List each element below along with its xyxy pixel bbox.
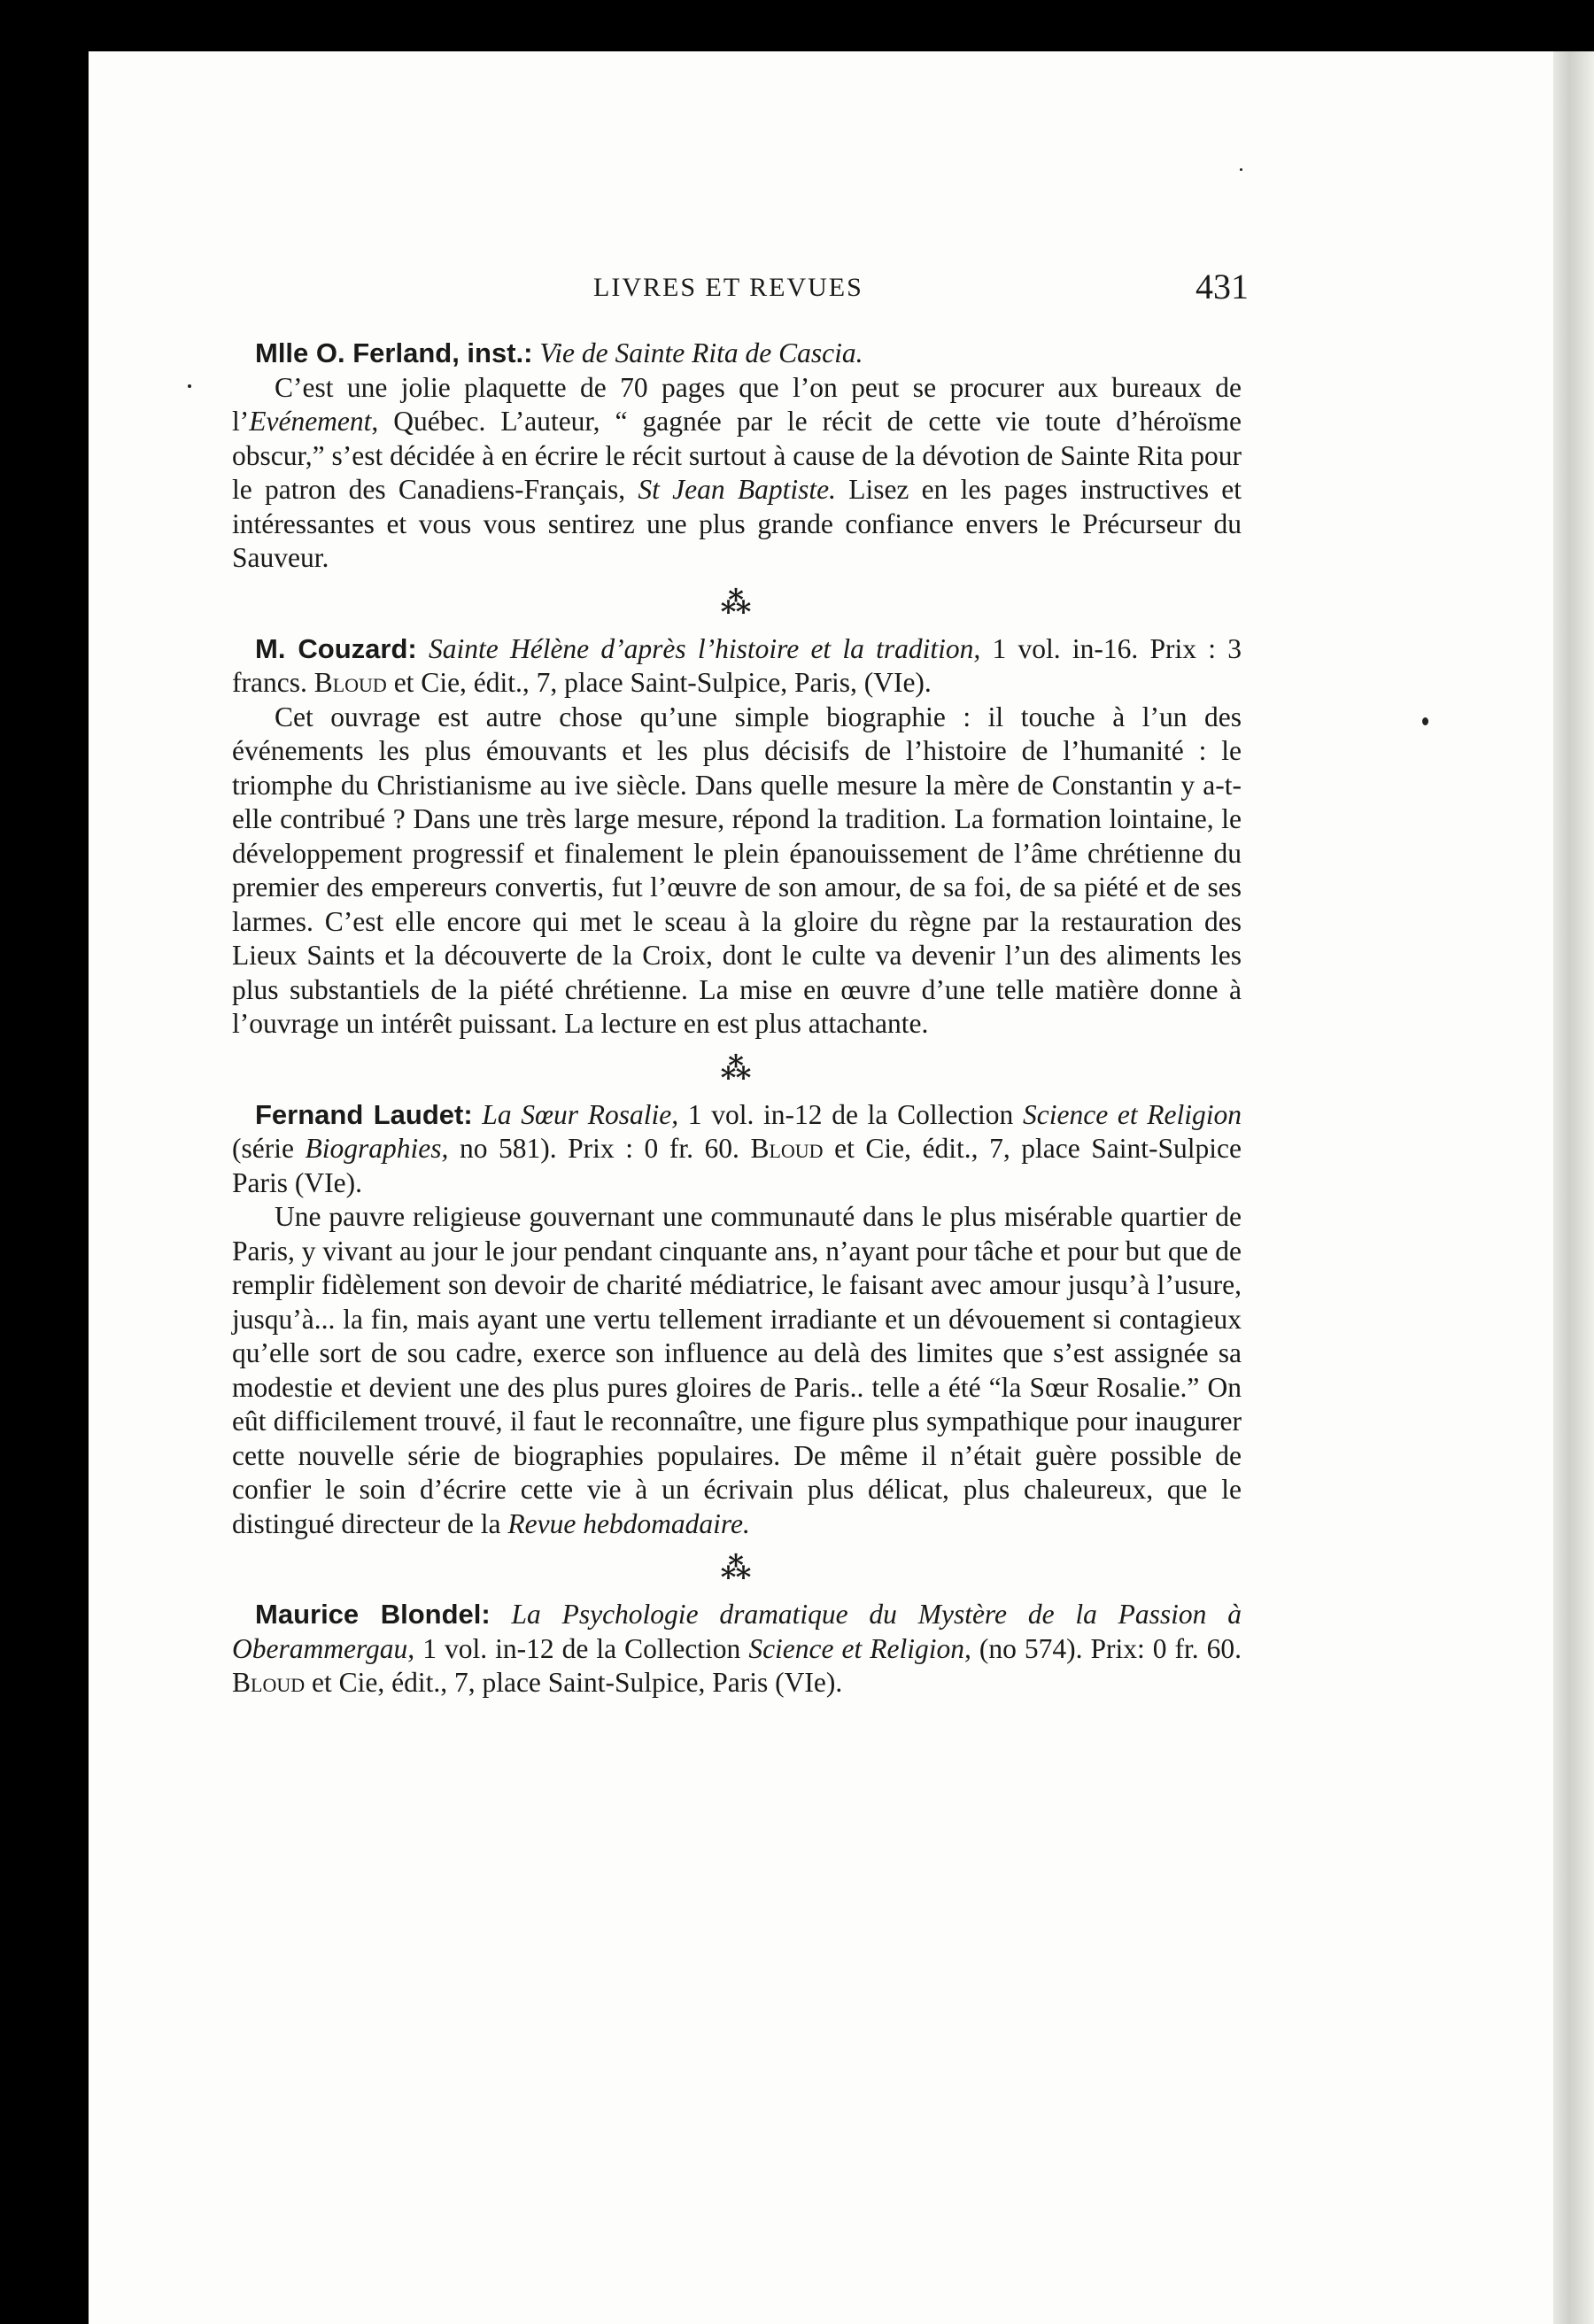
entry-heading: Fernand Laudet: La Sœur Rosalie, 1 vol. in-12 de la Collection Science et Religion (série Biographies, no 581). Prix : 0 fr. 60. Bloud et Cie, édit., 7, place Saint-Sulpice Paris (VIe).	[232, 1098, 1242, 1198]
page-header	[593, 266, 1249, 319]
section-separator: ⁂	[720, 1553, 754, 1585]
review-entry-laudet	[232, 1098, 1242, 1542]
section-separator: ⁂	[720, 586, 754, 620]
entry-author: Fernand Laudet:	[255, 1098, 473, 1130]
page-edge	[1553, 51, 1594, 2324]
collection-name: Science et Religion	[1023, 1098, 1242, 1130]
entry-author: Mlle O. Ferland, inst.:	[255, 337, 533, 368]
publisher-name: Bloud	[313, 667, 387, 698]
print-speck	[188, 384, 191, 388]
entry-body: Une pauvre religieuse gouvernant une communauté dans le plus misérable quartier de Paris, y vivant au jour le jour pendant cinquante ans, n’ayant pour tâche et pour but que de remplir fidèlement son devoir de charité médiatrice, le faisant avec amour jusqu’à l’usure, jusqu’à... la fin, mais ayant une vertu tellement irradiante et un dévouement si contagieux qu’elle sort de sou cadre, exerce son influence au delà des limites que s’est assignée sa modestie et devient une des plus pures gloires de Paris.. telle a été “la Sœur Rosalie.” On eût difficilement trouvé, il faut le reconnaître, une figure plus sympathique pour inaugurer cette nouvelle série de biographies populaires. De même il n’était guère possible de confier le soin d’écrire cette vie à un écrivain plus délicat, plus chaleureux, que le distingué directeur de la Revue hebdomadaire.	[232, 1201, 1242, 1539]
entry-heading: Maurice Blondel: La Psychologie dramatique du Mystère de la Passion à Oberammergau, 1 vol. in-12 de la Collection Science et Religion, (no 574). Prix: 0 fr. 60. Bloud et Cie, édit., 7, place Saint-Sulpice, Paris (VIe).	[232, 1599, 1242, 1698]
entry-title: La Sœur Rosalie,	[482, 1098, 679, 1130]
publisher-name: Bloud	[750, 1133, 824, 1164]
review-entry-blondel	[232, 1598, 1242, 1700]
review-entry-ferland	[232, 337, 1242, 576]
print-speck	[1240, 168, 1242, 171]
series-name: Biographies,	[305, 1133, 449, 1164]
entry-heading: M. Couzard: Sainte Hélène d’après l’histoire et la tradition, 1 vol. in-16. Prix : 3 francs. Bloud et Cie, édit., 7, place Saint-Sulpice, Paris, (VIe).	[232, 632, 1242, 698]
page-number: 431	[1196, 267, 1249, 306]
entry-body: C’est une jolie plaquette de 70 pages que l’on peut se procurer aux bureaux de l’Evénement, Québec. L’auteur, “ gagnée par le récit de cette vie toute d’héroïsme obscur,” s’est décidée à en écrire le récit surtout à cause de la dévotion de Sainte Rita pour le patron des Canadiens-Français, St Jean Baptiste. Lisez en les pages instructives et intéressantes et vous vous sentirez une plus grande confiance envers le Précurseur du Sauveur.	[232, 371, 1242, 573]
section-separator: ⁂	[720, 1052, 754, 1086]
review-entry-couzard	[232, 632, 1242, 1042]
print-speck	[1422, 717, 1428, 725]
review-column	[232, 337, 1242, 1700]
entry-body: Cet ouvrage est autre chose qu’une simple biographie : il touche à l’un des événements les plus émouvants et les plus décisifs de l’histoire de l’humanité : le triomphe du Christianisme au ive siècle. Dans quelle mesure la mère de Constantin y a-t-elle contribué ? Dans une très large mesure, répond la tradition. La formation lointaine, le développement progressif et finalement le plein épanouissement de l’âme chrétienne du premier des empereurs convertis, fut l’œuvre de son amour, de sa foi, de sa piété et de ses larmes. C’est elle encore qui met le sceau à la gloire du règne par la restauration des Lieux Saints et la découverte de la Croix, dont le culte va devenir l’un des aliments les plus substantiels de la piété chrétienne. La mise en œuvre d’une telle matière donne à l’ouvrage un intérêt puissant. La lecture en est plus attachante.	[232, 701, 1242, 1039]
entry-author: M. Couzard:	[255, 632, 417, 664]
entry-author: Maurice Blondel:	[255, 1599, 491, 1630]
entry-title: La Psychologie dramatique du Mystère de la Passion à Oberammergau,	[232, 1599, 1242, 1664]
collection-name: Science et Religion,	[748, 1632, 971, 1664]
running-head: LIVRES ET REVUES	[593, 273, 863, 302]
entry-heading	[232, 337, 1242, 371]
publisher-name: Bloud	[232, 1667, 306, 1698]
entry-title: Vie de Sainte Rita de Cascia.	[539, 337, 863, 368]
entry-title: Sainte Hélène d’après l’histoire et la tradition,	[429, 632, 981, 664]
